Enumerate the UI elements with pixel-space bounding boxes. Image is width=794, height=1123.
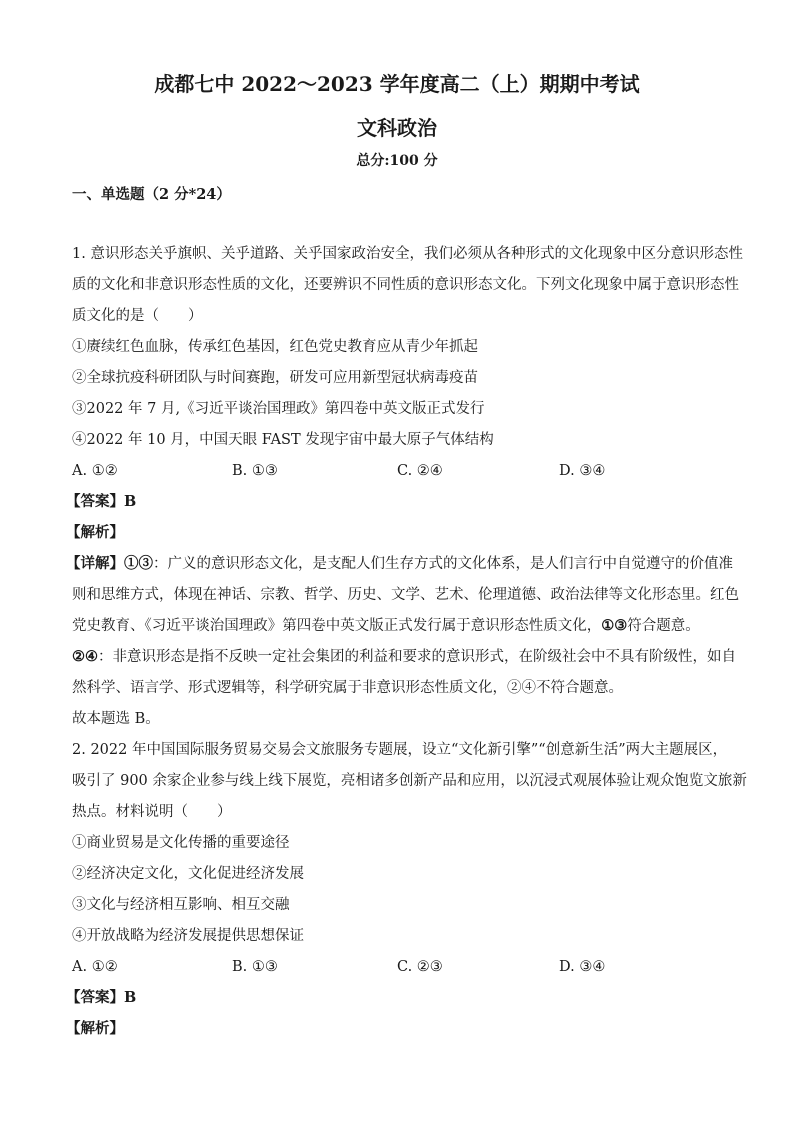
q1-option-b: B. ①③ <box>232 463 278 479</box>
q1-conclusion: 故本题选 B。 <box>72 711 160 727</box>
detail-mark: ①③ <box>124 555 153 572</box>
q1-detail-line-3 <box>72 616 732 636</box>
q2-item-1: ①商业贸易是文化传播的重要途径 <box>72 835 290 851</box>
q2-analysis-label: 【解析】 <box>66 1020 124 1037</box>
q2-stem-line-1: 2. 2022 年中国国际服务贸易交易会文旅服务专题展，设立“文化新引擎”“创意新生活”两大主题展区， <box>72 742 728 758</box>
detail-text: ：非意识形态是指不反映一定社会集团的利益和要求的意识形式，在阶级社会中不具有阶级性，如自 <box>98 649 736 665</box>
q1-option-a: A. ①② <box>72 463 118 479</box>
detail-text: 符合题意。 <box>627 618 700 634</box>
q2-option-c: C. ②③ <box>397 959 443 975</box>
q2-option-b: B. ①③ <box>232 959 278 975</box>
q1-detail-line-5: 然科学、语言学、形式逻辑等，科学研究属于非意识形态性质文化，②④不符合题意。 <box>72 680 623 696</box>
q2-stem-line-2: 吸引了 900 余家企业参与线上线下展览，亮相诸多创新产品和应用，以沉浸式观展体验让观众饱览文旅新 <box>72 773 747 789</box>
q1-detail-line-2: 则和思维方式，体现在神话、宗教、哲学、历史、文学、艺术、伦理道德、政治法律等文化形态里。红色 <box>72 587 739 603</box>
q1-stem-line-3: 质文化的是（ ） <box>72 308 203 324</box>
q1-detail-line-1 <box>66 554 733 574</box>
detail-text: ：广义的意识形态文化，是支配人们生存方式的文化体系，是人们言行中自觉遵守的价值准 <box>153 556 733 572</box>
q2-item-4: ④开放战略为经济发展提供思想保证 <box>72 928 304 944</box>
q1-stem-line-2: 质的文化和非意识形态性质的文化，还要辨识不同性质的意识形态文化。下列文化现象中属于意识形态性 <box>72 277 739 293</box>
detail-tag: 【详解】 <box>66 555 124 572</box>
q1-option-c: C. ②④ <box>397 463 443 479</box>
q1-analysis-label: 【解析】 <box>66 524 124 541</box>
q1-item-4: ④2022 年 10 月，中国天眼 FAST 发现宇宙中最大原子气体结构 <box>72 432 494 448</box>
section-heading: 一、单选题（2 分*24） <box>72 186 231 203</box>
q1-answer: 【答案】B <box>66 493 137 510</box>
q2-stem-line-3: 热点。材料说明（ ） <box>72 804 232 820</box>
detail-mark: ①③ <box>601 617 628 634</box>
q1-stem-line-1: 1. 意识形态关乎旗帜、关乎道路、关乎国家政治安全，我们必须从各种形式的文化现象中区分意识形态性 <box>72 246 743 262</box>
q1-detail-line-4 <box>72 647 736 667</box>
q1-item-2: ②全球抗疫科研团队与时间赛跑，研发可应用新型冠状病毒疫苗 <box>72 370 478 386</box>
detail-text: 党史教育、《习近平谈治国理政》第四卷中英文版正式发行属于意识形态性质文化， <box>72 618 602 634</box>
q1-item-1: ①赓续红色血脉，传承红色基因，红色党史教育应从青少年抓起 <box>72 339 478 355</box>
q2-item-3: ③文化与经济相互影响、相互交融 <box>72 897 290 913</box>
q2-answer: 【答案】B <box>66 989 137 1006</box>
detail-mark: ②④ <box>72 648 98 665</box>
q2-item-2: ②经济决定文化，文化促进经济发展 <box>72 866 304 882</box>
total-score: 总分:100 分 <box>356 153 438 169</box>
q2-option-d: D. ③④ <box>559 959 606 975</box>
q1-item-3: ③2022 年 7 月,《习近平谈治国理政》第四卷中英文版正式发行 <box>72 401 485 417</box>
q2-option-a: A. ①② <box>72 959 118 975</box>
subject-title: 文科政治 <box>357 116 437 140</box>
q1-option-d: D. ③④ <box>559 463 606 479</box>
exam-title: 成都七中 2022～2023 学年度高二（上）期期中考试 <box>154 72 640 96</box>
